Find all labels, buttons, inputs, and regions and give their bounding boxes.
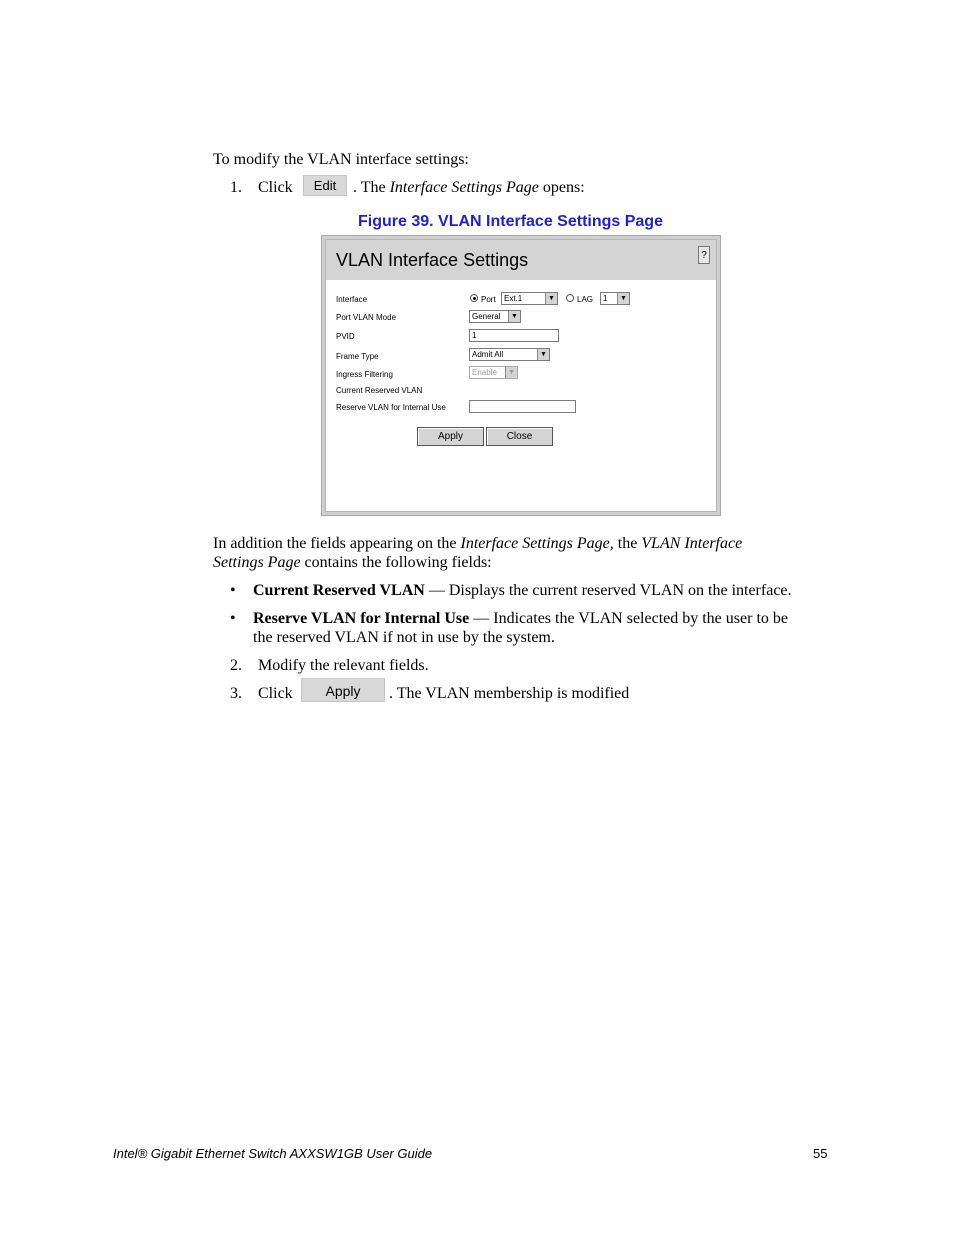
panel-header <box>326 240 716 280</box>
footer-title: Intel® Gigabit Ethernet Switch AXXSW1GB User Guide <box>113 1146 433 1161</box>
step-1-click: Click <box>258 179 293 196</box>
frame-type-select[interactable] <box>469 348 550 361</box>
para-text-2: the <box>613 535 642 552</box>
label-pvid: PVID <box>336 332 355 341</box>
chevron-down-icon: ▼ <box>508 311 520 322</box>
chevron-down-icon: ▼ <box>505 367 517 378</box>
vlan-interface-settings-screenshot <box>321 235 721 516</box>
bullet-term: Reserve VLAN for Internal Use <box>253 610 470 627</box>
apply-button[interactable]: Apply <box>417 427 484 446</box>
chevron-down-icon: ▼ <box>545 293 557 304</box>
bullet-item <box>253 581 853 600</box>
step-2-text: Modify the relevant fields. <box>258 657 429 674</box>
step-1-text-b: opens: <box>538 179 585 196</box>
lag-radio[interactable] <box>566 294 574 302</box>
step-1-text-ital: Interface Settings Page <box>389 179 539 196</box>
frame-type-value: Admit All <box>472 350 504 359</box>
step-3-text: . The VLAN membership is modified <box>389 685 630 702</box>
page-number: 55 <box>813 1146 828 1161</box>
para-ital-1: Interface Settings Page, <box>460 535 614 552</box>
label-frame-type: Frame Type <box>336 352 379 361</box>
chevron-down-icon: ▼ <box>537 349 549 360</box>
figure-caption: Figure 39. VLAN Interface Settings Page <box>358 213 663 230</box>
step-3-number: 3. <box>230 685 242 702</box>
label-port-vlan-mode: Port VLAN Mode <box>336 313 397 322</box>
bullet-desc: — Displays the current reserved VLAN on the interface. <box>424 582 792 599</box>
bullet-desc-cont: the reserved VLAN if not in use by the system. <box>253 629 555 646</box>
edit-button-image: Edit <box>303 175 347 196</box>
close-button[interactable]: Close <box>486 427 553 446</box>
para-text-3: contains the following fields: <box>300 554 492 571</box>
panel-title: VLAN Interface Settings <box>336 250 529 270</box>
label-reserve-vlan-internal: Reserve VLAN for Internal Use <box>336 403 446 412</box>
step-1-number: 1. <box>230 179 242 196</box>
step-3-click: Click <box>258 685 293 702</box>
lag-select[interactable] <box>600 292 630 305</box>
label-current-reserved-vlan: Current Reserved VLAN <box>336 386 423 395</box>
bullet-dot: • <box>230 582 236 599</box>
chevron-down-icon: ▼ <box>617 293 629 304</box>
para-ital-2b: Settings Page <box>213 554 301 571</box>
ingress-filtering-select <box>469 366 518 379</box>
port-radio-label: Port <box>481 295 496 304</box>
pvid-input[interactable]: 1 <box>469 329 559 342</box>
apply-button-image: Apply <box>301 678 385 702</box>
para-text-1: In addition the fields appearing on the <box>213 535 461 552</box>
help-button[interactable]: ? <box>698 246 710 264</box>
intro-text: To modify the VLAN interface settings: <box>213 151 469 168</box>
bullet-dot: • <box>230 610 236 627</box>
port-radio[interactable] <box>470 294 478 302</box>
step-1-text-a: . The <box>353 179 390 196</box>
lag-radio-label: LAG <box>577 295 594 304</box>
port-select-value: Ext.1 <box>504 294 523 303</box>
bullet-term: Current Reserved VLAN <box>253 582 425 599</box>
reserve-vlan-input[interactable] <box>469 400 576 413</box>
bullet-item <box>253 609 853 647</box>
para-ital-2a: VLAN Interface <box>641 535 743 552</box>
bullet-desc: — Indicates the VLAN selected by the user to be <box>469 610 788 627</box>
label-ingress-filtering: Ingress Filtering <box>336 370 393 379</box>
panel-body <box>325 239 717 512</box>
port-vlan-mode-value: General <box>472 312 501 321</box>
step-2-number: 2. <box>230 657 242 674</box>
port-select[interactable] <box>501 292 558 305</box>
ingress-filtering-value: Enable <box>472 368 497 377</box>
label-interface: Interface <box>336 295 368 304</box>
lag-select-value: 1 <box>603 294 608 303</box>
description-paragraph <box>213 534 833 572</box>
port-vlan-mode-select[interactable] <box>469 310 521 323</box>
step-1-text <box>353 178 585 197</box>
